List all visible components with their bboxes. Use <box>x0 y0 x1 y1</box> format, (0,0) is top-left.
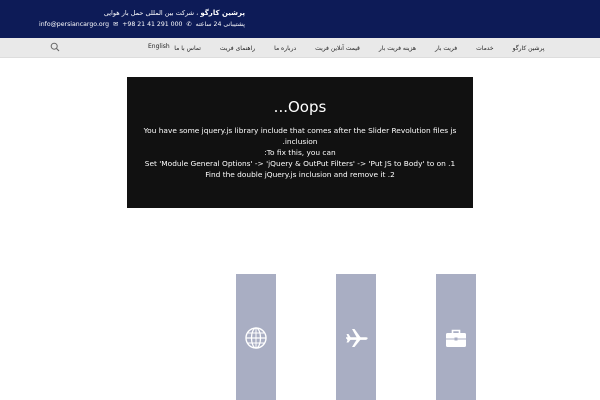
globe-icon <box>244 326 268 350</box>
company-tagline: ، شرکت بین المللی حمل بار هوایی <box>103 9 199 17</box>
nav-item-about[interactable]: درباره ما <box>274 44 297 52</box>
nav-item-freight-cost[interactable]: هزینه فریت بار <box>378 44 417 52</box>
company-line <box>104 9 245 17</box>
nav-item-online-price[interactable]: قیمت آنلاین فریت <box>315 44 360 52</box>
search-icon[interactable] <box>50 42 60 52</box>
nav-item-contact[interactable]: تماس با ما <box>174 44 201 52</box>
briefcase-icon <box>444 326 468 350</box>
support-label: پشتیبانی 24 ساعته <box>195 21 245 28</box>
main-navigation <box>0 38 600 58</box>
envelope-icon: ✉ <box>113 21 119 28</box>
email-link[interactable]: info@persiancargo.org <box>39 21 110 28</box>
service-tile-briefcase[interactable] <box>436 274 476 400</box>
error-line-1: You have some jquery.js library include that comes after the Slider Revolution files js <box>143 126 457 135</box>
phone-number[interactable]: +98 21 41 291 000 <box>122 21 183 28</box>
nav-items <box>165 38 554 58</box>
error-line-3: To fix this, you can: <box>264 148 336 157</box>
airplane-icon <box>344 326 368 350</box>
phone-icon: ✆ <box>186 21 192 28</box>
nav-item-persian-cargo[interactable]: پرشین کارگو <box>512 44 545 52</box>
company-name: پرشین کارگو <box>200 9 245 17</box>
contact-line <box>37 21 245 28</box>
error-line-2: inclusion. <box>282 137 318 146</box>
service-tile-airplane[interactable] <box>336 274 376 400</box>
nav-item-freight[interactable]: فریت بار <box>435 44 458 52</box>
nav-item-services[interactable]: خدمات <box>476 44 494 52</box>
error-message <box>127 125 473 180</box>
error-line-5: 2. Find the double jQuery.js inclusion and remove it <box>205 170 395 179</box>
service-tile-globe[interactable] <box>236 274 276 400</box>
top-header-bar <box>0 0 600 38</box>
error-line-4: 1. Set 'Module General Options' -> 'jQuery & OutPut Filters' -> 'Put JS to Body' to on <box>144 159 456 168</box>
language-switch-english[interactable]: English <box>148 43 170 50</box>
error-title: Oops... <box>273 98 327 116</box>
slider-error-box <box>127 77 473 208</box>
nav-item-freight-guide[interactable]: راهنمای فریت <box>219 44 256 52</box>
